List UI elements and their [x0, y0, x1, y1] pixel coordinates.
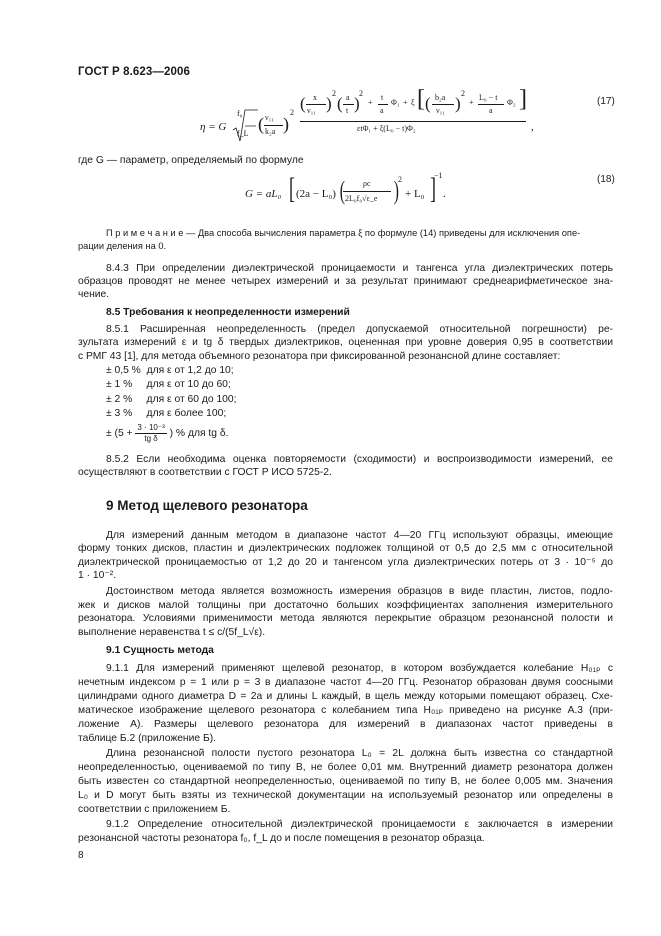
formula-17-lhs: η = G — [200, 121, 227, 133]
p912-line-1: 9.1.2 Определение относительной диэлектрической проницаемости ε заключается в измерении — [106, 819, 613, 830]
p911-line-1: 9.1.1 Для измерений применяют щелевой резонатор, в котором возбуждается колебание H₀₁ₚ с — [106, 663, 613, 674]
p851-line-1: 8.5.1 Расширенная неопределенность (предел допускаемой относительной погрешности) ре- — [106, 324, 613, 335]
document-header: ГОСТ Р 8.623—2006 — [78, 66, 190, 78]
formula-17-k2a: k₂a — [265, 127, 276, 136]
p911-line-5: ложение А). Размеры щелевого резонатора для измерений в диапазонах частот приведены в — [78, 719, 613, 730]
p911-line-4: матическое изображение щелевого резонатора с колебанием типа H₀₁ₚ приведено на рисунке А.3 (при- — [78, 705, 613, 716]
formula-17-number: (17) — [597, 96, 615, 107]
p9L-line-3: быть известен со стандартной неопределенностью, оцениваемой по типу В, не более 0,005 мм. Значения — [78, 776, 613, 787]
p9L-line-2: неопределенностью, оцениваемой по типу В, не более 0,01 мм. Внутренний диаметр резонатора должен — [78, 762, 613, 773]
formula-17-v11: ν₁₁ — [265, 113, 275, 122]
p9L-line-5: соответствии с приложением Б. — [78, 804, 231, 815]
list-item-5: ± (5 + $\frac{\text{3 · 10⁻³}}{\text{tg δ}}$ ) % для tg δ. — [106, 423, 229, 443]
note-line-2: рации деления на 0. — [78, 241, 167, 251]
p851-line-3: с РМГ 43 [1], для метода объемного резонатора при фиксированной резонансной длине составляет: — [78, 351, 561, 362]
p851-line-2: зультата измерений ε и tg δ твердых диэлектриков, оцененная при уровне доверия 0,95 в соответствии — [78, 337, 613, 348]
p9a-line-1: Для измерений данным методом в диапазоне частот 4—20 ГГц используют образцы, имеющие — [106, 530, 613, 541]
p9b-line-4: выполнение неравенства t ≤ c/(5f_L√ε). — [78, 627, 266, 638]
p911-line-3: цилиндрами одного диаметра D = 2a и длины L каждый, в щель между которыми помещают образец. Схе- — [78, 691, 613, 702]
formula-18-lhs: G = aL₀ — [245, 188, 282, 200]
heading-9: 9 Метод щелевого резонатора — [106, 498, 308, 513]
p843-line-3: чение. — [78, 289, 110, 300]
p911-line-6: таблице Б.2 (приложение Б). — [78, 733, 217, 744]
formula-17-denominator: εtΦ₁ + ξ(L₀ − t)Φ₂ — [357, 124, 416, 133]
p852-line-2: осуществляют в соответствии с ГОСТ Р ИСО 5725-2. — [78, 467, 332, 478]
list-item-4: ± 3 % для ε более 100; — [106, 408, 227, 419]
page-number: 8 — [78, 850, 84, 861]
p9L-line-4: L₀ и D могут быть взяты из технической документации на используемый резонатор или определены в — [78, 790, 613, 801]
formula-17-sqrt-num: f₀ — [237, 109, 243, 118]
p9a-line-2: форму тонких дисков, пластин и диэлектрических подложек толщиной от 0,5 до 2,5 мм с относительной — [78, 543, 613, 554]
formula-18-number: (18) — [597, 174, 615, 185]
heading-9-1: 9.1 Сущность метода — [106, 645, 214, 656]
list-item-1: ± 0,5 % для ε от 1,2 до 10; — [106, 365, 234, 376]
heading-8-5: 8.5 Требования к неопределенности измерений — [106, 307, 350, 318]
p852-line-1: 8.5.2 Если необходима оценка повторяемости (сходимости) и воспроизводимости измерений, ее — [106, 454, 613, 465]
p9L-line-1: Длина резонансной полости пустого резонатора L₀ = 2L должна быть известна со стандартной — [106, 748, 613, 759]
document-page: ГОСТ Р 8.623—2006 (17) η = G f₀ f_L ( ν₁₁ k₂a ) 2 ( x ν₁₁ ) 2 ( a t ) 2 + t a Φ₁ + ξ [ ( b₂a ν₁₁ ) 2 + L₀ − t a Φ₂ ] εtΦ₁ + ξ(L₀ − t)Φ₂ , где G — параметр, определяемый по формуле (18) G = aL₀ [ (2a − L₀) ( ρc 2L₀f₀√ε_e ) 2 + L₀ ] −1 . П р и м е ч а н и е — Два способа вычисления параметра ξ по формуле (14) приведены для исключения опе- рации деления на 0. 8.4.3 При определении диэлектрической проницаемости и тангенса угла диэлектрических потерь образцов проводят не менее четырех измерений и за результат принимают среднеарифметическое зна- чение. 8.5 Требования к неопределенности измерений 8.5.1 Расширенная неопределенность (предел допускаемой относительной погрешности) ре- зультата измерений ε и tg δ твердых диэлектриков, оцененная при уровне доверия 0,95 в соответствии с РМГ 43 [1], для метода объемного резонатора при фиксированной резонансной длине составляет: ± 0,5 % для ε от 1,2 до 10; ± 1 % для ε от 10 до 60; ± 2 % для ε от 60 до 100; ± 3 % для ε более 100; ± (5 + $\frac{\text{3 · 10⁻³}}{\text{tg δ}}$ ) % для tg δ. 8.5.2 Если необходима оценка повторяемости (сходимости) и воспроизводимости измерений, ее осуществляют в соответствии с ГОСТ Р ИСО 5725-2. 9 Метод щелевого резонатора Для измерений данным методом в диапазоне частот 4—20 ГГц используют образцы, имеющие форму тонких дисков, пластин и диэлектрических подложек толщиной от 0,5 до 2,5 мм с относительной диэлектрической проницаемостью от 1,2 до 20 и тангенсом угла диэлектрических потерь от 3 · 10⁻⁵ до 1 · 10⁻². Достоинством метода является возможность измерения образцов в виде пластин, листов, подло- жек и дисков малой толщины при достаточно больших коэффициентах заполнения измерительного резонатора. Условиями применимости метода являются перекрытие образцом резонансной полости и выполнение неравенства t ≤ c/(5f_L√ε). 9.1 Сущность метода 9.1.1 Для измерений применяют щелевой резонатор, в котором возбуждается колебание H₀₁ₚ с нечетным индексом p = 1 или p = 3 в диапазоне частот 4—20 ГГц. Резонатор образован двумя соосными цилиндрами одного диаметра D = 2a и длины L каждый, в щель между которыми помещают образец. Схе- матическое изображение щелевого резонатора с колебанием типа H₀₁ₚ приведено на рисунке А.3 (при- ложение А). Размеры щелевого резонатора для измерений в диапазонах частот приведены в таблице Б.2 (приложение Б). Длина резонансной полости пустого резонатора L₀ = 2L должна быть известна со стандартной неопределенностью, оцениваемой по типу В, не более 0,01 мм. Внутренний диаметр резонатора должен быть известен со стандартной неопределенностью, оцениваемой по типу В, не более 0,005 мм. Значения L₀ и D могут быть взяты из технической документации на используемый резонатор или определены в соответствии с приложением Б. 9.1.2 Определение относительной диэлектрической проницаемости ε заключается в измерении резонансной частоты резонатора f₀, f_L до и после помещения в резонатор образца. 8 — [78, 66, 615, 861]
p843-line-1: 8.4.3 При определении диэлектрической проницаемости и тангенса угла диэлектрических потерь — [106, 263, 613, 274]
where-g-line: где G — параметр, определяемый по формуле — [78, 155, 304, 166]
formula-17-sqrt — [232, 108, 258, 144]
list-item-2: ± 1 % для ε от 10 до 60; — [106, 379, 231, 390]
p9b-line-1: Достоинством метода является возможность измерения образцов в виде пластин, листов, подло- — [106, 586, 613, 597]
p9b-line-2: жек и дисков малой толщины при достаточно больших коэффициентах заполнения измерительного — [78, 600, 613, 611]
p911-line-2: нечетным индексом p = 1 или p = 3 в диапазоне частот 4—20 ГГц. Резонатор образован двумя соосными — [78, 677, 613, 688]
formula-17-sqrt-den: f_L — [237, 129, 249, 138]
list-item-3: ± 2 % для ε от 60 до 100; — [106, 394, 237, 405]
p9b-line-3: резонатора. Условиями применимости метода являются перекрытие образцом резонансной полости и — [78, 613, 613, 624]
p843-line-2: образцов проводят не менее четырех измерений и за результат принимают среднеарифметическое зна- — [78, 276, 613, 287]
p912-line-2: резонансной частоты резонатора f₀, f_L до и после помещения в резонатор образца. — [78, 833, 485, 844]
note-line-1: П р и м е ч а н и е — Два способа вычисления параметра ξ по формуле (14) приведены для исключения опе- — [106, 228, 581, 238]
p9a-line-3: диэлектрической проницаемостью от 1,2 до 20 и тангенсом угла диэлектрических потерь от 3 · 10⁻⁵ до — [78, 557, 613, 568]
formula-17-fraction-bar — [300, 121, 526, 122]
p9a-line-4: 1 · 10⁻². — [78, 570, 117, 581]
